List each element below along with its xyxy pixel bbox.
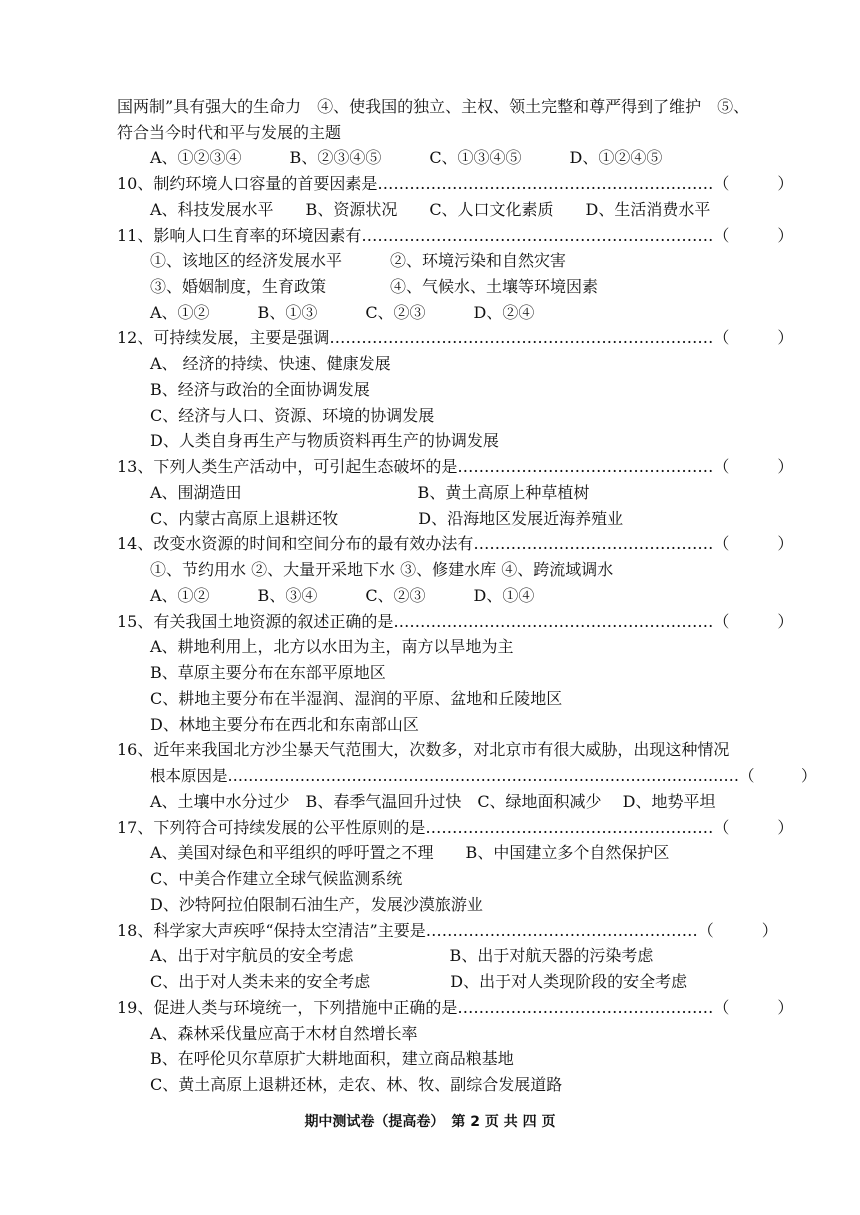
page-footer: 期中测试卷（提高卷） 第 2 页 共 四 页 <box>304 1114 556 1130</box>
question-13: 13、下列人类生产活动中，可引起生态破坏的是…………………………………………（ ） <box>117 457 794 476</box>
question-12: 12、可持续发展，主要是强调………………………………………………………………（ ） <box>117 328 794 347</box>
question-19: 19、促进人类与环境统一，下列措施中正确的是…………………………………………（ ） <box>117 998 794 1017</box>
answer-option: A、森林采伐量应高于木材自然增长率 <box>150 1024 418 1043</box>
text-line: 国两制”具有强大的生命力 ④、使我国的独立、主权、领土完整和尊严得到了维护 ⑤、 <box>117 97 750 116</box>
answer-option: B、草原主要分布在东部平原地区 <box>150 663 386 682</box>
answer-option: C、经济与人口、资源、环境的协调发展 <box>150 406 435 425</box>
statement-line: ③、婚姻制度，生育政策 ④、气候水、土壤等环境因素 <box>150 277 599 296</box>
answer-options: A、①② B、③④ C、②③ D、①④ <box>150 586 535 605</box>
answer-option: D、沙特阿拉伯限制石油生产，发展沙漠旅游业 <box>150 895 483 914</box>
question-16-continued: 根本原因是………………………………………………………………………………………（ ） <box>150 767 817 785</box>
question-14: 14、改变水资源的时间和空间分布的最有效办法有………………………………………（ ） <box>117 534 794 553</box>
answer-options: A、①②③④ B、②③④⑤ C、①③④⑤ D、①②④⑤ <box>150 148 663 167</box>
answer-options: A、土壤中水分过少 B、春季气温回升过快 C、绿地面积减少 D、地势平坦 <box>150 792 716 811</box>
answer-option: B、在呼伦贝尔草原扩大耕地面积，建立商品粮基地 <box>150 1049 514 1068</box>
question-15: 15、有关我国土地资源的叙述正确的是……………………………………………………（ ） <box>117 612 794 631</box>
answer-option: B、经济与政治的全面协调发展 <box>150 380 370 399</box>
answer-options: A、围湖造田 B、黄土高原上种草植树 <box>150 483 590 502</box>
answer-option: A、 经济的持续、快速、健康发展 <box>150 354 391 373</box>
text-line: 符合当今时代和平与发展的主题 <box>117 123 342 142</box>
answer-option: C、耕地主要分布在半湿润、湿润的平原、盆地和丘陵地区 <box>150 689 563 708</box>
answer-options: A、①② B、①③ C、②③ D、②④ <box>150 303 535 322</box>
question-16: 16、近年来我国北方沙尘暴天气范围大，次数多，对北京市有很大威胁，出现这种情况 <box>117 740 730 759</box>
answer-options: C、内蒙古高原上退耕还牧 D、沿海地区发展近海养殖业 <box>150 509 624 528</box>
answer-option: A、耕地利用上，北方以水田为主，南方以旱地为主 <box>150 637 514 656</box>
answer-option: C、黄土高原上退耕还林，走农、林、牧、副综合发展道路 <box>150 1075 563 1094</box>
question-10: 10、制约环境人口容量的首要因素是………………………………………………………（ ） <box>117 174 794 193</box>
answer-options: A、美国对绿色和平组织的呼吁置之不理 B、中国建立多个自然保护区 <box>150 843 670 862</box>
statement-line: ①、节约用水 ②、大量开采地下水 ③、修建水库 ④、跨流域调水 <box>150 560 614 579</box>
answer-options: A、科技发展水平 B、资源状况 C、人口文化素质 D、生活消费水平 <box>150 200 711 219</box>
answer-options: A、出于对宇航员的安全考虑 B、出于对航天器的污染考虑 <box>150 946 654 965</box>
answer-option: D、人类自身再生产与物质资料再生产的协调发展 <box>150 431 499 450</box>
question-11: 11、影响人口生育率的环境因素有…………………………………………………………（ ） <box>117 226 794 245</box>
answer-option: C、中美合作建立全球气候监测系统 <box>150 869 403 888</box>
statement-line: ①、该地区的经济发展水平 ②、环境污染和自然灾害 <box>150 251 567 270</box>
answer-option: D、林地主要分布在西北和东南部山区 <box>150 715 419 734</box>
answer-options: C、出于对人类未来的安全考虑 D、出于对人类现阶段的安全考虑 <box>150 972 688 991</box>
question-17: 17、下列符合可持续发展的公平性原则的是………………………………………………（ ） <box>117 818 794 837</box>
question-18: 18、科学家大声疾呼“保持太空清洁”主要是……………………………………………（ ） <box>117 921 778 940</box>
